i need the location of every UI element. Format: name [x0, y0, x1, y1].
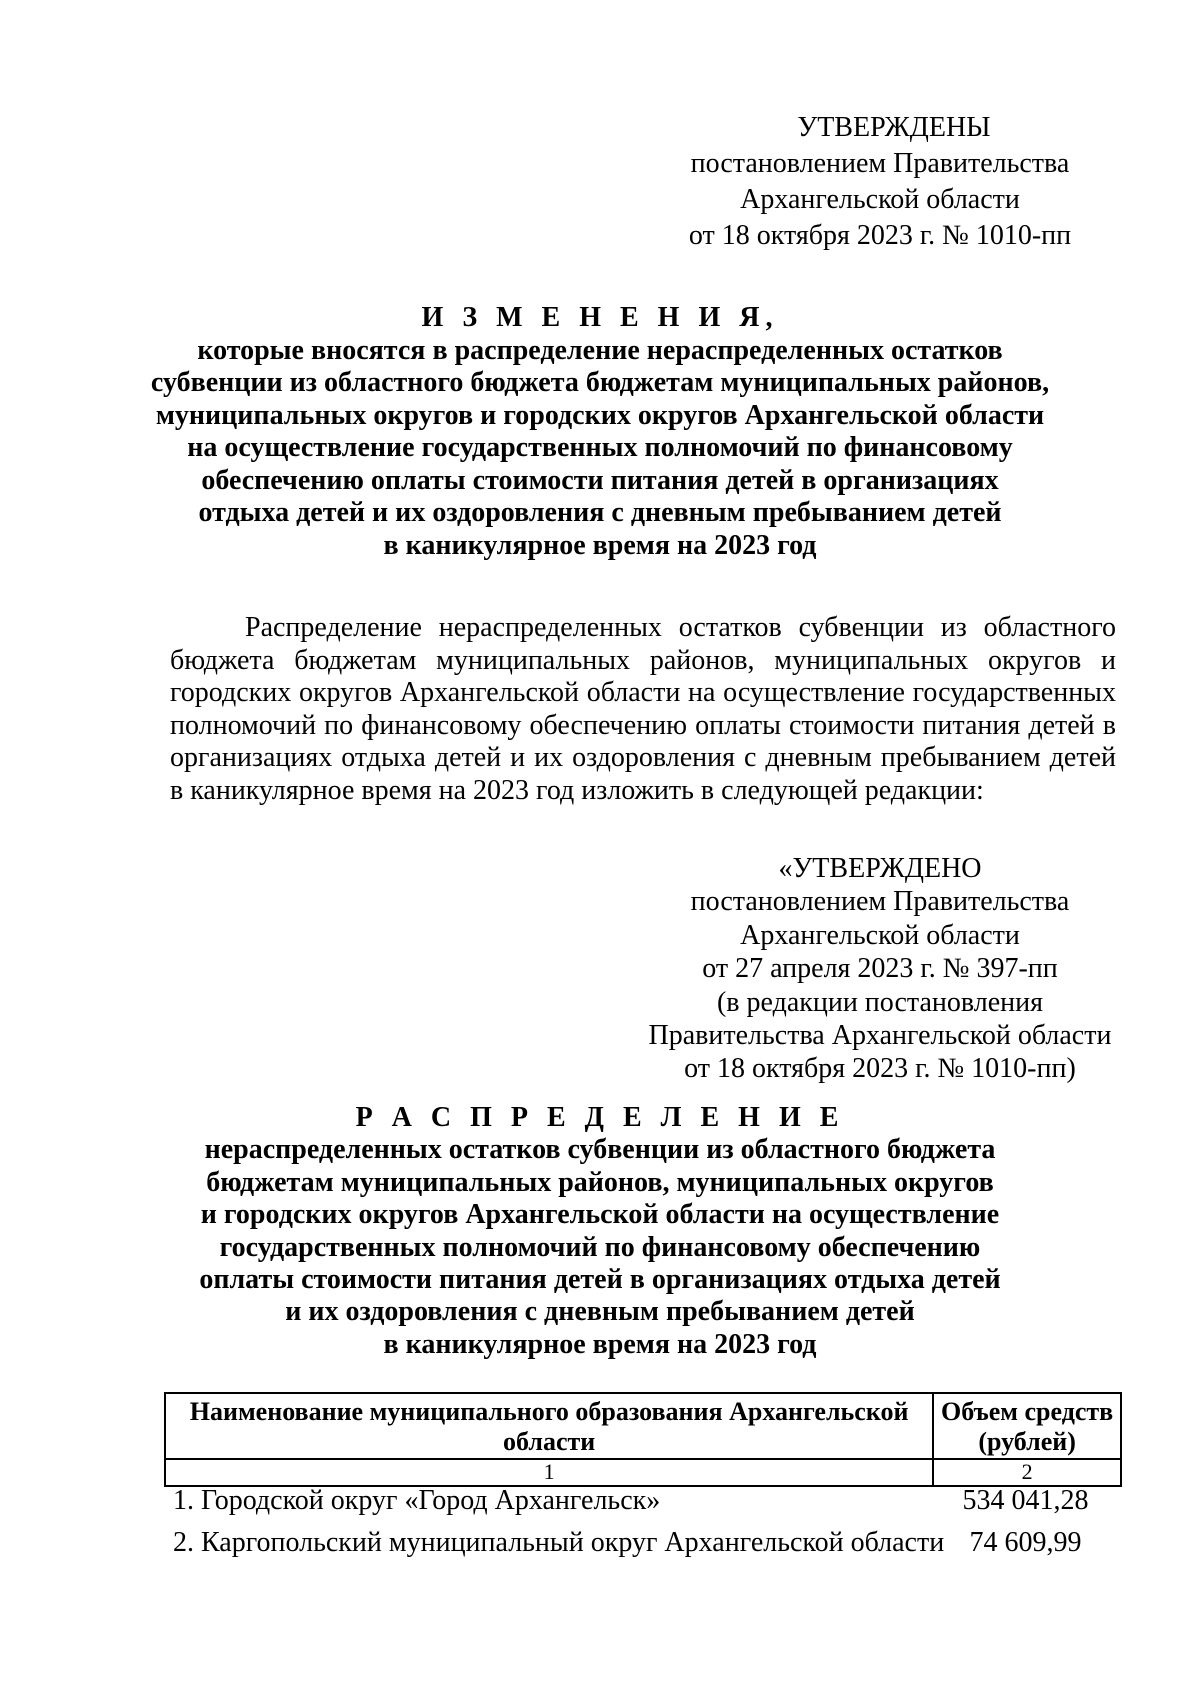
approval-line: постановлением Правительства: [690, 148, 1070, 179]
approval-line: (в редакции постановления: [716, 986, 1044, 1018]
heading-line: в каникулярное время на 2023 год: [383, 1328, 817, 1360]
heading-line: муниципальных округов и городских округов Архангельской области: [155, 399, 1045, 431]
heading-line: на осуществление государственных полномочий по финансовому: [187, 432, 1013, 463]
approval-stamp-top: [660, 110, 1100, 254]
column-number-1: 1: [165, 1459, 933, 1486]
heading-line: обеспечению оплаты стоимости питания детей в организациях: [201, 464, 999, 496]
table-number-row: [165, 1459, 1121, 1486]
table-row: [173, 1483, 1103, 1525]
heading-line: и их оздоровления с дневным пребыванием детей: [285, 1296, 915, 1328]
heading-line: которые вносятся в распределение нераспределенных остатков: [197, 334, 1003, 366]
approval-date-line: от 27 апреля 2023 г. № 397-пп: [702, 953, 1058, 985]
changes-title: И З М Е Н Е Н И Я,: [421, 302, 779, 333]
approval-title: «УТВЕРЖДЕНО: [778, 853, 982, 884]
row-amount: 534 041,28: [962, 1485, 1089, 1516]
heading-line: бюджетам муниципальных районов, муниципальных округов: [206, 1166, 994, 1198]
row-municipality: 1. Городской округ «Город Архангельск»: [173, 1485, 661, 1516]
row-municipality: 2. Каргопольский муниципальный округ Архангельской области: [173, 1527, 945, 1558]
header-amount: Объем средств (рублей): [933, 1393, 1121, 1459]
changes-heading: [150, 302, 1050, 562]
heading-line: субвенции из областного бюджета бюджетам муниципальных районов,: [150, 367, 1050, 398]
approval-line: постановлением Правительства: [690, 886, 1070, 918]
approval-stamp-inner: [640, 852, 1120, 1086]
header-municipality: Наименование муниципального образования Архангельской области: [165, 1393, 933, 1459]
approval-line: Правительства Архангельской области: [648, 1020, 1112, 1052]
approval-title: УТВЕРЖДЕНЫ: [797, 112, 991, 143]
distribution-rows: [173, 1483, 1103, 1567]
heading-line: нераспределенных остатков субвенции из областного бюджета: [204, 1134, 996, 1166]
body-paragraph: Распределение нераспределенных остатков субвенции из областного бюджета бюджетам муниципальных районов, муниципальных округов и городских округов Архангельской области на осуществление государственных полномочий по финансовому обеспечению оплаты стоимости питания детей в организациях отдыха детей и их оздоровления с дневным пребыванием детей в каникулярное время на 2023 год изложить в следующей редакции:: [170, 612, 1116, 806]
table-header-row: [165, 1393, 1121, 1459]
approval-line: Архангельской области: [740, 919, 1020, 951]
table-row: [173, 1525, 1103, 1567]
approval-line: Архангельской области: [740, 184, 1020, 215]
heading-line: и городских округов Архангельской области на осуществление: [200, 1199, 1000, 1231]
distribution-table-header: [164, 1392, 1122, 1487]
heading-line: оплаты стоимости питания детей в организациях отдыха детей: [199, 1264, 1001, 1296]
approval-date-line: от 18 октября 2023 г. № 1010-пп): [684, 1053, 1076, 1085]
heading-line: государственных полномочий по финансовому обеспечению: [219, 1231, 981, 1263]
heading-line: в каникулярное время на 2023 год: [383, 529, 817, 561]
distribution-heading: [150, 1102, 1050, 1361]
column-number-2: 2: [933, 1459, 1121, 1486]
approval-date-line: от 18 октября 2023 г. № 1010-пп: [688, 220, 1072, 251]
heading-line: отдыха детей и их оздоровления с дневным пребыванием детей: [198, 497, 1002, 528]
distribution-title: Р А С П Р Е Д Е Л Е Н И Е: [355, 1102, 845, 1133]
row-amount: 74 609,99: [969, 1527, 1082, 1558]
